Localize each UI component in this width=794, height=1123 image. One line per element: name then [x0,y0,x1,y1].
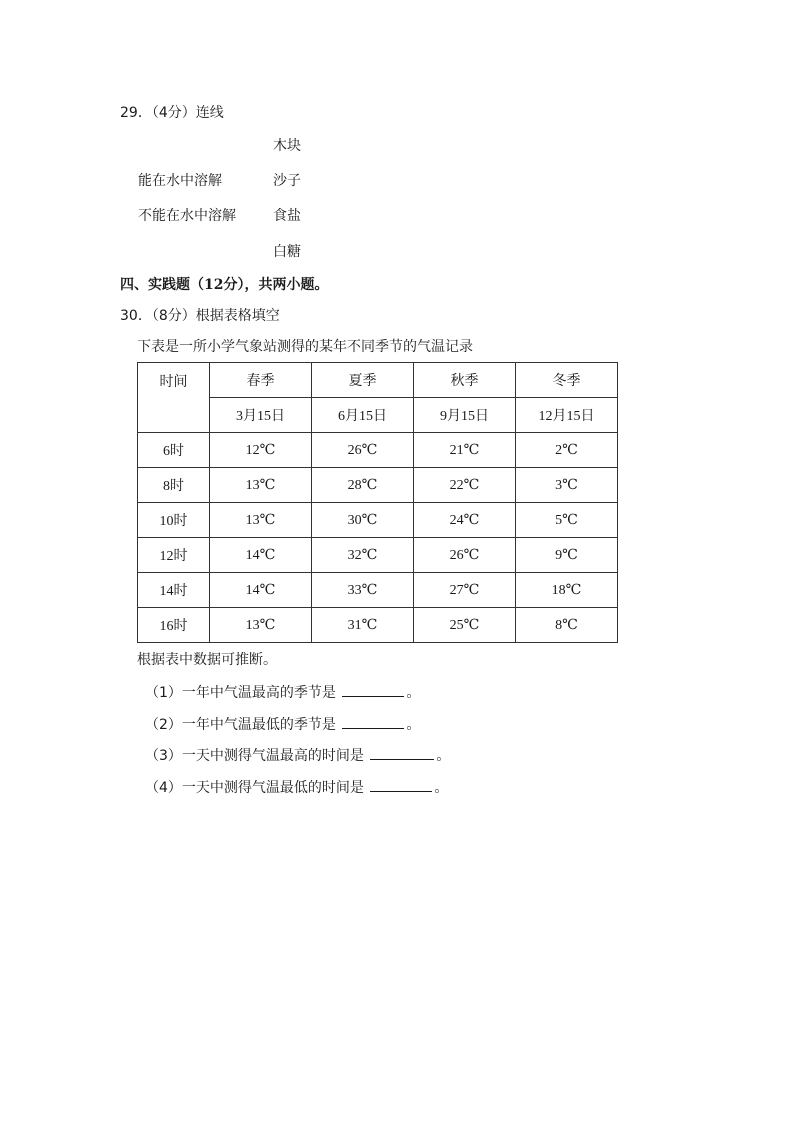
table-header-date: 12月15日 [516,398,618,433]
match-item-sand: 沙子 [273,173,301,189]
table-cell-temp: 26℃ [312,433,414,468]
table-cell-time: 14时 [138,573,210,608]
table-cell-temp: 32℃ [312,538,414,573]
question-end: 。 [406,717,421,733]
table-cell-temp: 2℃ [516,433,618,468]
table-cell-temp: 3℃ [516,468,618,503]
fill-question [145,745,450,765]
table-cell-temp: 5℃ [516,503,618,538]
inference-intro: 根据表中数据可推断。 [137,652,277,668]
table-header-season: 秋季 [414,363,516,398]
table-cell-time: 16时 [138,608,210,643]
table-header-season: 春季 [210,363,312,398]
table-cell-temp: 13℃ [210,468,312,503]
table-cell-temp: 26℃ [414,538,516,573]
table-row [138,608,618,643]
answer-blank[interactable] [370,777,432,792]
table-cell-temp: 8℃ [516,608,618,643]
table-cell-time: 6时 [138,433,210,468]
q30-title: 30．（8分）根据表格填空 [120,308,280,324]
question-text: （1）一年中气温最高的季节是 [145,685,336,701]
table-header-season: 冬季 [516,363,618,398]
table-cell-temp: 25℃ [414,608,516,643]
question-end: 。 [406,685,421,701]
table-cell-temp: 31℃ [312,608,414,643]
table-header-date: 9月15日 [414,398,516,433]
table-row [138,363,618,398]
table-cell-temp: 21℃ [414,433,516,468]
answer-blank[interactable] [342,714,404,729]
table-cell-temp: 14℃ [210,538,312,573]
match-item-salt: 食盐 [273,208,301,224]
table-header-date: 3月15日 [210,398,312,433]
match-item-insoluble: 不能在水中溶解 [138,208,236,224]
fill-question [145,682,420,702]
answer-blank[interactable] [370,745,434,760]
question-end: 。 [434,780,449,796]
table-cell-temp: 24℃ [414,503,516,538]
table-row [138,503,618,538]
section-heading: 四、实践题（12分），共两小题。 [120,277,329,293]
table-cell-temp: 27℃ [414,573,516,608]
table-cell-temp: 22℃ [414,468,516,503]
table-cell-temp: 13℃ [210,503,312,538]
temperature-table [137,362,618,643]
fill-question [145,777,448,797]
table-cell-temp: 13℃ [210,608,312,643]
table-cell-time: 10时 [138,503,210,538]
table-row [138,573,618,608]
match-item-wood: 木块 [273,138,301,154]
table-header-time: 时间 [138,363,210,433]
table-cell-temp: 18℃ [516,573,618,608]
table-cell-temp: 33℃ [312,573,414,608]
answer-blank[interactable] [342,682,404,697]
fill-question [145,714,420,734]
table-cell-time: 12时 [138,538,210,573]
question-text: （3）一天中测得气温最高的时间是 [145,748,364,764]
match-item-soluble: 能在水中溶解 [138,173,222,189]
table-cell-temp: 12℃ [210,433,312,468]
table-header-season: 夏季 [312,363,414,398]
q29-title: 29．（4分）连线 [120,105,224,121]
table-row [138,538,618,573]
question-end: 。 [436,748,451,764]
match-item-sugar: 白糖 [273,244,301,260]
table-row [138,468,618,503]
table-cell-temp: 28℃ [312,468,414,503]
table-cell-temp: 14℃ [210,573,312,608]
table-header-date: 6月15日 [312,398,414,433]
question-text: （4）一天中测得气温最低的时间是 [145,780,364,796]
table-cell-time: 8时 [138,468,210,503]
table-row [138,398,618,433]
table-row [138,433,618,468]
q30-intro: 下表是一所小学气象站测得的某年不同季节的气温记录 [137,339,473,355]
question-text: （2）一年中气温最低的季节是 [145,717,336,733]
table-cell-temp: 30℃ [312,503,414,538]
table-cell-temp: 9℃ [516,538,618,573]
